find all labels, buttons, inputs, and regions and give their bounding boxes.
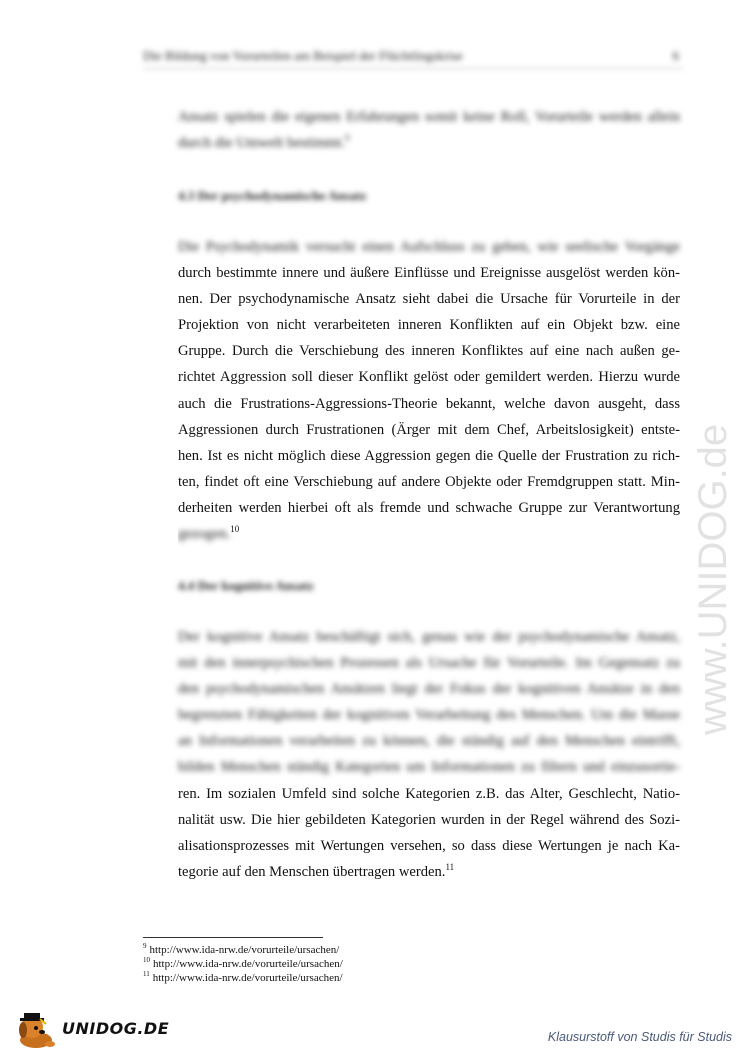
section-4-4-blurred-line: den psychodynamischen Ansätzen liegt der Fokus der kognitiven Ansätze in den <box>178 681 680 698</box>
watermark-text: www.UNIDOG.de <box>691 423 735 735</box>
footnote-ref-10: 10 <box>230 524 240 535</box>
footnote-number: 9 <box>143 942 147 951</box>
intro-line-2-text: durch die Umwelt bestimmt. <box>178 135 345 152</box>
footnote-number: 10 <box>143 956 150 965</box>
footer-claim: Klausurstoff von Studis für Studis <box>547 1030 732 1044</box>
section-4-4-blurred-line: mit den innerpsychischen Prozessen als Ursache für Vorurteile. Im Gegensatz zu <box>178 655 680 672</box>
intro-line-2 <box>178 130 680 156</box>
watermark-graphic <box>688 270 738 740</box>
section-4-3-line: hen. Ist es nicht möglich diese Aggression gegen die Quelle der Frustration zu rich- <box>178 447 680 464</box>
unidog-logo <box>12 1010 170 1050</box>
section-4-3-line: nen. Der psychodynamische Ansatz sieht dabei die Ursache für Vorurteile in der <box>178 291 680 308</box>
logo-text: UNIDOG.DE <box>62 1019 170 1038</box>
section-4-3-line: ten, findet oft eine Verschiebung auf andere Objekte oder Fremdgruppen statt. Min- <box>178 473 680 490</box>
section-4-4-line: ren. Im sozialen Umfeld sind solche Kategorien z.B. das Alter, Geschlecht, Natio- <box>178 785 680 802</box>
running-header <box>143 44 683 69</box>
footnote-11 <box>143 971 343 985</box>
section-4-4-line: nalität usw. Die hier gebildeten Kategorien wurden in der Regel während des Sozi- <box>178 811 680 828</box>
footnote-10 <box>143 957 343 971</box>
footnotes <box>143 943 343 985</box>
section-4-3-blurred-line: Die Psychodynamik versucht einen Aufschluss zu geben, wie seelische Vorgänge <box>178 239 680 255</box>
section-heading-4-3: 4.3 Der psychodynamische Ansatz <box>178 188 367 203</box>
section-4-4-blurred-line: begrenzten Fähigkeiten der kognitiven Verarbeitung des Menschen. Um die Masse <box>178 707 680 724</box>
footnote-separator <box>143 937 323 938</box>
section-4-3-line: Gruppe. Durch die Verschiebung des inneren Konfliktes auf eine nach außen ge- <box>178 343 680 360</box>
intro-paragraph <box>178 104 680 156</box>
section-heading-4-4: 4.4 Der kognitive Ansatz <box>178 578 314 593</box>
section-4-3-last-line <box>178 521 680 547</box>
section-4-4-blurred-line: bilden Menschen ständig Kategorien um Informationen zu filtern und einzusortie- <box>178 759 680 776</box>
section-4-4-last-text: tegorie auf den Menschen übertragen werden. <box>178 863 446 880</box>
section-4-3-line: auch die Frustrations-Aggressions-Theorie bekannt, welche davon ausgeht, dass <box>178 395 680 412</box>
footnote-link[interactable]: http://www.ida-nrw.de/vorurteile/ursachen/ <box>153 958 343 970</box>
section-4-3-line: richtet Aggression soll dieser Konflikt gelöst oder gemildert werden. Hierzu wurde <box>178 369 680 386</box>
footnote-link[interactable]: http://www.ida-nrw.de/vorurteile/ursachen/ <box>152 972 343 984</box>
section-4-3-line: Projektion von nicht verarbeiteten inneren Konflikten auf ein Objekt bzw. eine <box>178 317 680 334</box>
section-4-3-paragraph <box>178 234 680 547</box>
watermark <box>688 270 738 740</box>
intro-line-1: Ansatz spielen die eigenen Erfahrungen somit keine Roll, Vorurteile werden allein <box>178 109 680 125</box>
dog-mascot-icon <box>12 1010 60 1050</box>
section-4-4-line: alisationsprozesses mit Wertungen versehen, so dass diese Wertungen je nach Ka- <box>178 837 680 854</box>
section-4-3-blurred-last: gezogen. <box>178 526 231 543</box>
footnote-link[interactable]: http://www.ida-nrw.de/vorurteile/ursachen/ <box>149 944 340 956</box>
section-4-3-line: durch bestimmte innere und äußere Einflüsse und Ereignisse ausgelöst werden kön- <box>178 265 680 282</box>
footnote-9 <box>143 943 343 957</box>
section-4-3-line: derheiten werden hierbei oft als fremde und schwache Gruppe zur Verantwortung <box>178 499 680 516</box>
section-4-4-paragraph <box>178 624 680 885</box>
page-number: 6 <box>672 48 679 63</box>
footnote-ref-9: 9 <box>345 133 350 144</box>
section-4-4-blurred-line: an Informationen verarbeiten zu können, die ständig auf den Menschen eintrifft, <box>178 733 680 750</box>
section-4-3-line: Aggressionen durch Frustrationen (Ärger mit dem Chef, Arbeitslosigkeit) entste- <box>178 421 680 438</box>
section-4-4-last-line <box>178 859 680 885</box>
footnote-ref-11: 11 <box>445 861 455 872</box>
header-title: Die Bildung von Vorurteilen am Beispiel der Flüchtlingskrise <box>143 48 463 63</box>
section-4-4-blurred-line: Der kognitive Ansatz beschäftigt sich, genau wie der psychodynamische Ansatz, <box>178 629 680 645</box>
footnote-number: 11 <box>143 970 150 979</box>
